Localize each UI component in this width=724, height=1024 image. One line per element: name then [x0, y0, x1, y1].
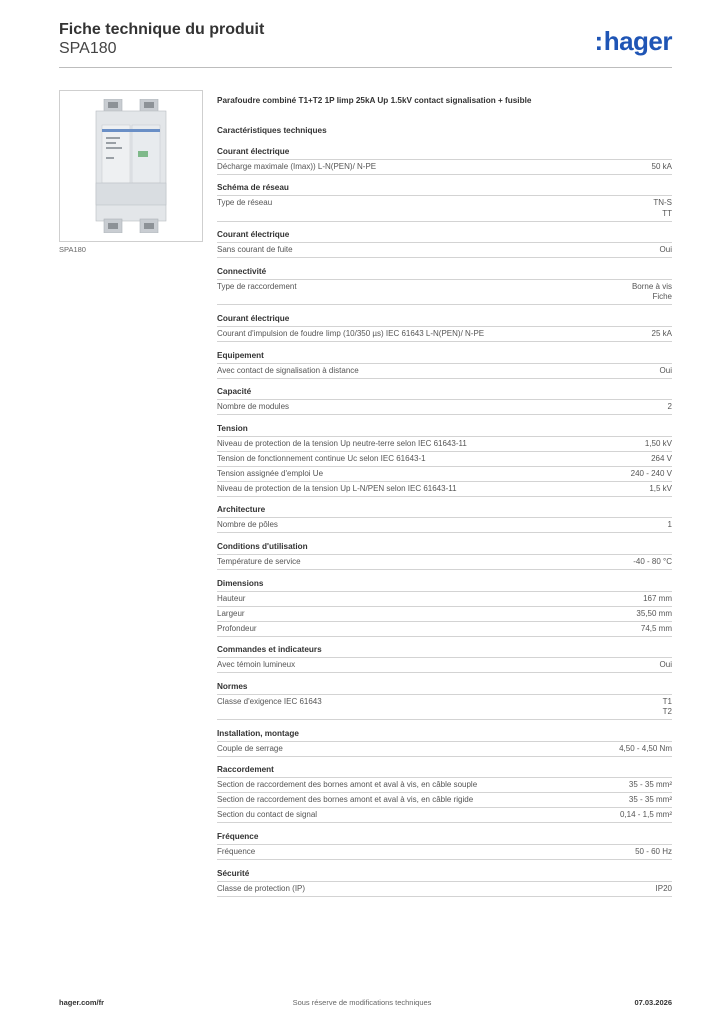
spec-group [217, 540, 672, 570]
spec-label: Hauteur [217, 593, 246, 603]
spec-label: Section de raccordement des bornes amont et aval à vis, en câble rigide [217, 795, 474, 805]
spec-label: Avec contact de signalisation à distance [217, 365, 359, 375]
footer-disclaimer: Sous réserve de modifications techniques [292, 998, 432, 1007]
spec-value [653, 198, 672, 219]
spec-value-line: 2 [667, 402, 672, 412]
spec-value-line: T2 [662, 707, 672, 717]
spec-group [217, 680, 672, 721]
spec-row [217, 400, 672, 415]
spec-row [217, 243, 672, 258]
spec-value-line: 50 - 60 Hz [635, 847, 672, 856]
spec-group-title: Raccordement [217, 763, 672, 778]
spec-value [660, 245, 672, 256]
footer-website-link[interactable]: hager.com/fr [59, 998, 105, 1007]
spec-value [645, 439, 672, 450]
spec-value-line: TN-S [653, 198, 672, 208]
spec-label: Température de service [217, 556, 301, 566]
spec-label: Classe d'exigence IEC 61643 [217, 696, 322, 706]
spec-group [217, 145, 672, 175]
spec-label: Largeur [217, 608, 245, 618]
spec-group [217, 265, 672, 306]
spec-group [217, 727, 672, 757]
spec-label: Niveau de protection de la tension Up L-N/PEN selon IEC 61643-11 [217, 483, 457, 493]
spec-value [668, 402, 672, 413]
specifications-heading: Caractéristiques techniques [217, 126, 327, 135]
spec-row [217, 555, 672, 570]
spec-row [217, 778, 672, 793]
spec-row [217, 658, 672, 673]
spec-label: Courant d'impulsion de foudre Iimp (10/350 µs) IEC 61643 L-N(PEN)/ N-PE [217, 328, 485, 338]
spec-value-line: IP20 [655, 883, 672, 893]
spec-value [641, 624, 672, 635]
header-divider [59, 67, 672, 68]
spec-value [652, 162, 672, 173]
footer-date: 07.03.2026 [634, 998, 672, 1007]
spec-value-line: 264 V [651, 453, 672, 463]
spec-value-line: 1 [667, 520, 672, 530]
spec-group [217, 867, 672, 897]
spec-row [217, 808, 672, 823]
spec-value-line: Oui [659, 660, 672, 670]
spec-label: Nombre de modules [217, 402, 290, 412]
product-reference: SPA180 [59, 40, 117, 57]
spec-value [633, 557, 672, 568]
spec-value [652, 329, 672, 340]
spec-label: Niveau de protection de la tension Up neutre-terre selon IEC 61643-11 [217, 438, 467, 448]
spec-value [635, 847, 672, 858]
spec-value-line: 50 kA [651, 161, 672, 171]
spec-label: Couple de serrage [217, 743, 283, 753]
spec-value [649, 484, 672, 495]
spec-value-line: 0,14 - 1,5 mm² [619, 810, 672, 820]
spec-value-line: 167 mm [643, 593, 672, 603]
spec-group-title: Normes [217, 680, 672, 695]
spec-group [217, 228, 672, 258]
spec-value-line: 35 - 35 mm² [628, 795, 672, 805]
spec-value-line: 25 kA [651, 328, 672, 338]
spec-row [217, 882, 672, 897]
spec-group [217, 763, 672, 823]
spec-label: Fréquence [217, 847, 256, 856]
page-title: Fiche technique du produit [59, 21, 265, 38]
spec-label: Avec témoin lumineux [217, 660, 296, 670]
spec-value [663, 697, 672, 718]
spec-group-title: Fréquence [217, 830, 672, 845]
spec-label: Classe de protection (IP) [217, 883, 306, 893]
spec-value-line: Oui [659, 245, 672, 255]
spec-row [217, 482, 672, 497]
spec-value [651, 454, 672, 465]
spec-row [217, 845, 672, 860]
spec-label: Section du contact de signal [217, 810, 318, 820]
spec-value-line: -40 - 80 °C [633, 556, 672, 566]
spec-value [631, 469, 672, 480]
spec-value [643, 594, 672, 605]
spec-label: Tension de fonctionnement continue Uc selon IEC 61643-1 [217, 453, 426, 463]
spec-group-title: Capacité [217, 385, 672, 400]
spec-group-title: Architecture [217, 503, 672, 518]
spec-label: Sans courant de fuite [217, 245, 293, 255]
spec-row [217, 280, 672, 306]
spec-row [217, 160, 672, 175]
spec-value-line: Fiche [652, 292, 672, 302]
spec-value-line: 240 - 240 V [630, 468, 672, 478]
spec-group-title: Courant électrique [217, 228, 672, 243]
spec-row [217, 467, 672, 482]
spec-group-title: Equipement [217, 349, 672, 364]
spec-label: Type de raccordement [217, 281, 297, 291]
spec-group-title: Courant électrique [217, 312, 672, 327]
spec-value-line: T1 [662, 696, 672, 706]
spec-value [660, 366, 672, 377]
spec-value-line: TT [662, 208, 672, 218]
spec-value [632, 282, 672, 303]
image-caption: SPA180 [59, 245, 86, 254]
spec-label: Section de raccordement des bornes amont et aval à vis, en câble souple [217, 780, 478, 790]
spec-value-line: Borne à vis [631, 281, 672, 291]
spec-group [217, 385, 672, 415]
spec-group [217, 312, 672, 342]
spec-value [629, 795, 672, 806]
spec-value-line: Oui [659, 365, 672, 375]
spec-value [620, 810, 672, 821]
spec-group-title: Commandes et indicateurs [217, 643, 672, 658]
spec-group-title: Installation, montage [217, 727, 672, 742]
spec-group-title: Courant électrique [217, 145, 672, 160]
spec-value-line: 35,50 mm [636, 608, 672, 618]
spec-value [629, 780, 672, 791]
spec-value-line: 74,5 mm [640, 623, 672, 633]
product-image [59, 90, 203, 242]
spec-label: Type de réseau [217, 198, 273, 208]
spec-label: Décharge maximale (Imax)) L-N(PEN)/ N-PE [217, 161, 377, 171]
spec-group [217, 643, 672, 673]
spec-row [217, 327, 672, 342]
spec-group [217, 577, 672, 637]
spec-group-title: Schéma de réseau [217, 181, 672, 196]
surge-arrester-illustration [94, 99, 168, 233]
product-description: Parafoudre combiné T1+T2 1P Iimp 25kA Up 1.5kV contact signalisation + fusible [217, 96, 532, 105]
spec-group-title: Tension [217, 422, 672, 437]
spec-value-line: 1,50 kV [644, 438, 672, 448]
spec-row [217, 607, 672, 622]
spec-group-title: Conditions d'utilisation [217, 540, 672, 555]
specifications-panel [217, 94, 672, 897]
spec-value [668, 520, 672, 531]
spec-row [217, 452, 672, 467]
spec-value [660, 660, 672, 671]
spec-row [217, 622, 672, 637]
spec-group [217, 181, 672, 222]
spec-value [656, 884, 672, 895]
spec-group [217, 349, 672, 379]
spec-group-title: Dimensions [217, 577, 672, 592]
spec-row [217, 695, 672, 721]
spec-group-title: Sécurité [217, 867, 672, 882]
spec-row [217, 364, 672, 379]
spec-label: Profondeur [217, 623, 257, 633]
spec-value-line: 35 - 35 mm² [628, 780, 672, 790]
spec-group-title: Connectivité [217, 265, 672, 280]
logo-text: hager [603, 26, 672, 56]
spec-row [217, 742, 672, 757]
hager-logo[interactable]: :hager [594, 26, 672, 56]
spec-row [217, 437, 672, 452]
spec-value-line: 4,50 - 4,50 Nm [619, 743, 672, 753]
spec-group [217, 503, 672, 533]
spec-group [217, 830, 672, 860]
spec-value-line: 1,5 kV [649, 483, 672, 493]
spec-label: Nombre de pôles [217, 520, 278, 530]
spec-value [619, 744, 672, 755]
spec-row [217, 196, 672, 222]
spec-value [636, 609, 672, 620]
spec-row [217, 592, 672, 607]
spec-row [217, 518, 672, 533]
spec-row [217, 793, 672, 808]
spec-label: Tension assignée d'emploi Ue [217, 468, 324, 478]
spec-group [217, 422, 672, 497]
specification-groups [217, 145, 672, 897]
